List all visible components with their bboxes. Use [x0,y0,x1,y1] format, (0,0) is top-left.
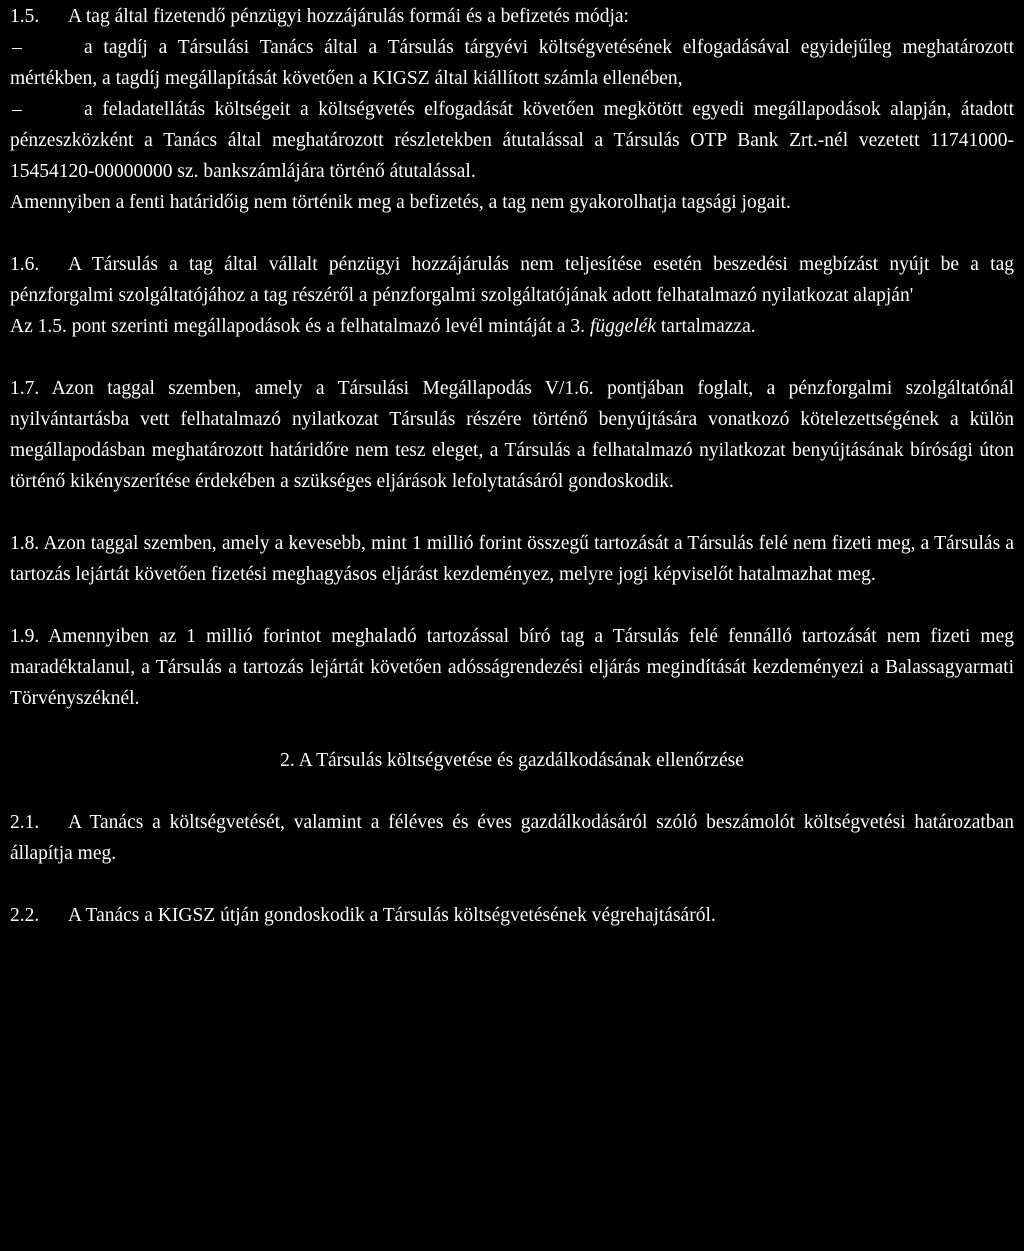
section-2-2 [10,900,1014,931]
section-number: 1.8. [10,533,40,554]
list-item [10,94,1014,187]
section-text: Azon taggal szemben, amely a kevesebb, mint 1 millió forint összegű tartozását a Társulás felé nem fizeti meg, a Társulás a tartozás lejártát követően fizetési meghagyásos eljárást kezdeményez, melyre jogi képviselőt hatalmazhat meg. [10,533,1014,585]
section-1-9 [10,621,1014,714]
paragraph-gap [10,497,1014,528]
section-text: A Tanács a KIGSZ útján gondoskodik a Társulás költségvetésének végrehajtásáról. [68,905,716,926]
paragraph-gap [10,714,1014,745]
paragraph-gap [10,869,1014,900]
dash-bullet: – [12,99,22,120]
dash-bullet: – [12,37,22,58]
list-item-text: a tagdíj a Társulási Tanács által a Társulás tárgyévi költségvetésének elfogadásával egyidejűleg meghatározott mértékben, a tagdíj megállapítását követően a KIGSZ által kiállított számla ellenében, [10,37,1014,89]
reference-italic: függelék [589,316,656,337]
paragraph-gap [10,342,1014,373]
section-2-1 [10,807,1014,869]
list-item [10,32,1014,94]
section-1-5-note: Amennyiben a fenti határidőig nem történik meg a befizetés, a tag nem gyakorolhatja tagsági jogait. [10,192,791,213]
paragraph-gap [10,218,1014,249]
list-item-text: a feladatellátás költségeit a költségvetés elfogadását követően megkötött egyedi megállapodások alapján, átadott pénzeszközként a Tanács által meghatározott részletekben átutalással a Társulás OTP Bank Zrt.-nél vezetett 11741000-15454120-00000000 sz. bankszámlájára történő átutalással. [10,99,1014,182]
section-1-7 [10,373,1014,497]
chapter-2-heading: 2. A Társulás költségvetése és gazdálkodásának ellenőrzése [280,750,744,771]
section-number: 2.1. [10,812,40,833]
reference-text: Az 1.5. pont szerinti megállapodások és a felhatalmazó levél mintáját a 3. [10,316,586,337]
section-1-5-title [10,1,1014,32]
section-number: 2.2. [10,905,40,926]
section-1-8 [10,528,1014,590]
section-text: A Társulás a tag által vállalt pénzügyi hozzájárulás nem teljesítése esetén beszedési megbízást nyújt be a tag pénzforgalmi szolgáltatójához a tag részéről a pénzforgalmi szolgáltatójának adott felhatalmazó nyilatkozat alapján' [10,254,1014,306]
section-text: Amennyiben az 1 millió forintot meghaladó tartozással bíró tag a Társulás felé fennálló tartozását nem fizeti meg maradéktalanul, a Társulás a tartozás lejártát követően adósságrendezési eljárás megindítását kezdeményezi a Balassagyarmati Törvényszéknél. [10,626,1014,709]
section-number: 1.5. [10,6,40,27]
section-text: A Tanács a költségvetését, valamint a féléves és éves gazdálkodásáról szóló beszámolót költségvetési határozatban állapítja meg. [10,812,1014,864]
section-number: 1.7. [10,378,40,399]
paragraph-gap [10,590,1014,621]
section-1-6 [10,249,1014,311]
section-text: Azon taggal szemben, amely a Társulási Megállapodás V/1.6. pontjában foglalt, a pénzforgalmi szolgáltatónál nyilvántartásba vett felhatalmazó nyilatkozat Társulás részére történő benyújtására vonatkozó kötelezettségének a külön megállapodásban meghatározott határidőre nem tesz eleget, a Társulás a felhatalmazó nyilatkozat benyújtásának bírósági úton történő kikényszerítése érdekében a szükséges eljárások lefolytatásáról gondoskodik. [10,378,1014,492]
paragraph-gap [10,776,1014,807]
reference-after: tartalmazza. [660,316,756,337]
section-1-6-reference [10,311,1014,342]
section-title-text: A tag által fizetendő pénzügyi hozzájárulás formái és a befizetés módja: [68,6,629,27]
section-number: 1.6. [10,254,40,275]
section-number: 1.9. [10,626,40,647]
